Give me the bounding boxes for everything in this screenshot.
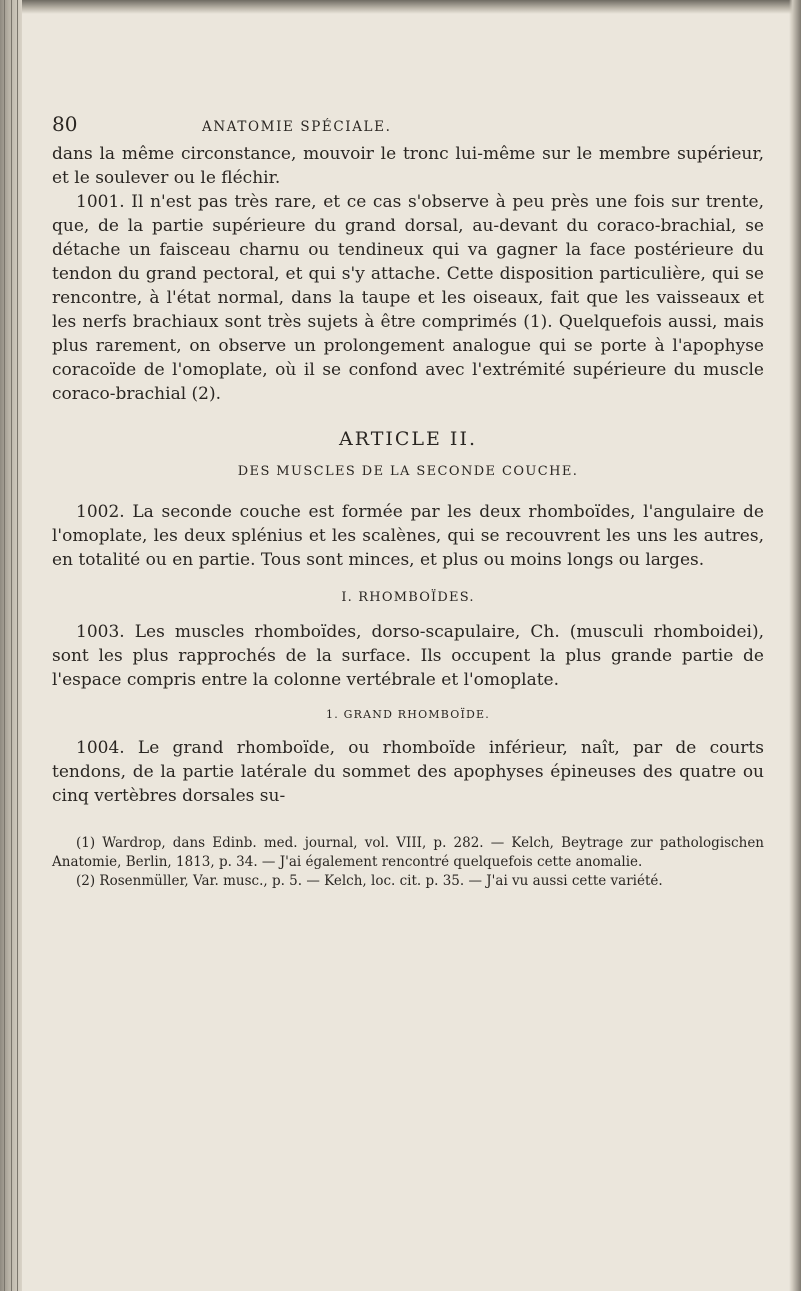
binding-line (4, 0, 5, 1291)
paragraph-intro: dans la même circonstance, mouvoir le tronc lui-même sur le membre supérieur, et le soulever ou le fléchir. (52, 144, 764, 188)
section-title-rhomboides: I. RHOMBOÏDES. (341, 590, 475, 605)
page-right-edge (789, 0, 801, 1291)
footnote-1: (1) Wardrop, dans Edinb. med. journal, vol. VIII, p. 282. — Kelch, Beytrage zur pathologischen Anatomie, Berlin, 1813, p. 34. — J'ai également rencontré quelquefois cette anomalie. (52, 835, 764, 870)
binding-line (17, 0, 18, 1291)
binding-line (11, 0, 12, 1291)
page-content (52, 112, 764, 891)
footnote-2: (2) Rosenmüller, Var. musc., p. 5. — Kelch, loc. cit. p. 35. — J'ai vu aussi cette variété. (76, 873, 663, 889)
paragraph-1003: 1003. Les muscles rhomboïdes, dorso-scapulaire, Ch. (musculi rhomboidei), sont les plus rapprochés de la surface. Ils occupent la plus grande partie de l'espace compris entre la colonne vertébrale et l'omoplate. (52, 622, 764, 690)
page-top-shadow (0, 0, 801, 14)
article-subtitle: DES MUSCLES DE LA SECONDE COUCHE. (237, 464, 579, 479)
page-number: 80 (52, 112, 78, 136)
footnotes (52, 834, 764, 891)
running-title: ANATOMIE SPÉCIALE. (202, 119, 392, 135)
paragraph-1004: 1004. Le grand rhomboïde, ou rhomboïde inférieur, naît, par de courts tendons, de la partie latérale du sommet des apophyses épineuses des quatre ou cinq vertèbres dorsales su- (52, 738, 764, 806)
paragraph-1001: 1001. Il n'est pas très rare, et ce cas s'observe à peu près une fois sur trente, que, de la partie supérieure du grand dorsal, au-devant du coraco-brachial, se détache un faisceau charnu ou tendineux qui va gagner la face postérieure du tendon du grand pectoral, et qui s'y attache. Cette disposition particulière, qui se rencontre, à l'état normal, dans la taupe et les oiseaux, fait que les vaisseaux et les nerfs brachiaux sont très sujets à être comprimés (1). Quelquefois aussi, mais plus rarement, on observe un prolongement analogue qui se porte à l'apophyse coracoïde de l'omoplate, où il se confond avec l'extrémité supérieure du muscle coraco-brachial (2). (52, 192, 764, 404)
running-head (52, 112, 764, 142)
subsection-title-grand-rhomboide: 1. GRAND RHOMBOÏDE. (326, 708, 490, 721)
article-title: ARTICLE II. (339, 428, 477, 450)
paragraph-1002: 1002. La seconde couche est formée par les deux rhomboïdes, l'angulaire de l'omoplate, les deux splénius et les scalènes, qui se recouvrent les uns les autres, en totalité ou en partie. Tous sont minces, et plus ou moins longs ou larges. (52, 502, 764, 570)
